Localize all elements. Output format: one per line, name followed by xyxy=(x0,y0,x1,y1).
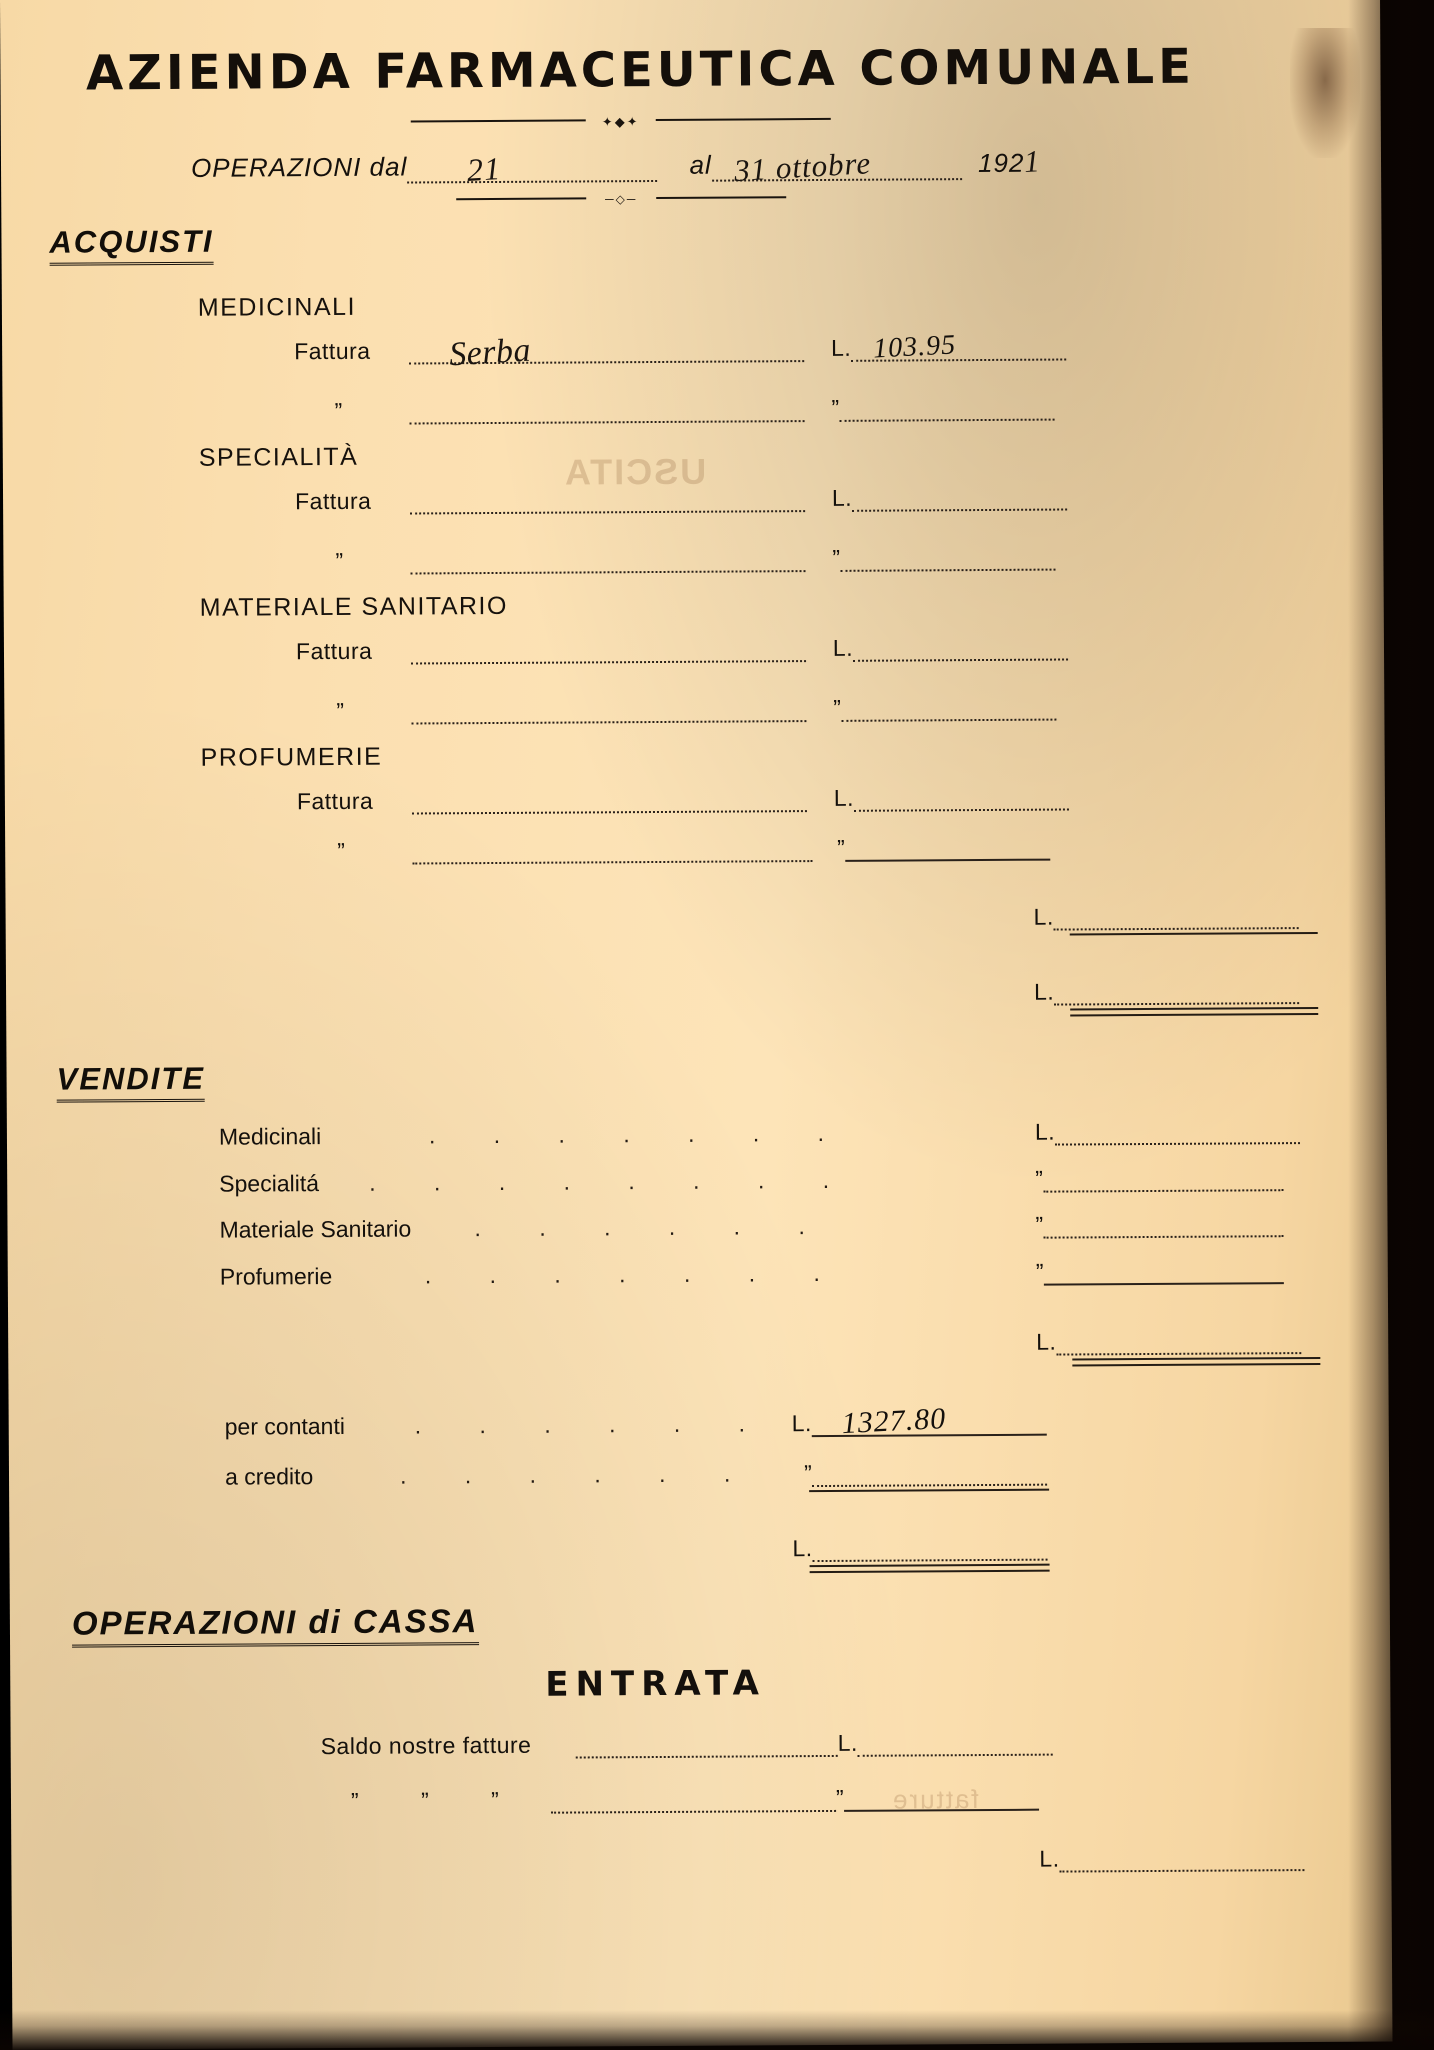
group-title-profumerie: PROFUMERIE xyxy=(200,742,383,772)
title-divider xyxy=(411,113,831,128)
row-currency: L. xyxy=(1034,1118,1056,1145)
bleed-through-fatture: fatture xyxy=(890,1784,979,1815)
acquisti-total-row-1 xyxy=(1034,902,1299,931)
leader-dots: . . . . . . xyxy=(414,1410,772,1439)
row-label: Fattura xyxy=(295,637,373,665)
section-heading-operazioni-di-cassa: OPERAZIONI di CASSA xyxy=(72,1602,479,1647)
row-amount-field[interactable] xyxy=(841,569,1056,572)
row-amount-field[interactable] xyxy=(858,1754,1053,1757)
row-amount-field[interactable] xyxy=(854,808,1069,811)
row-label: Medicinali xyxy=(218,1123,322,1150)
vendite-row-a-credito xyxy=(225,1460,756,1490)
row-amount-value: 103.95 xyxy=(872,329,957,365)
total-amount-field[interactable] xyxy=(813,1559,1048,1562)
row-amount-field[interactable] xyxy=(812,1401,1047,1441)
row-amount-field[interactable] xyxy=(853,658,1068,661)
row-amount-field[interactable] xyxy=(1044,1282,1284,1285)
acquisti-total-underline-1 xyxy=(1070,932,1318,936)
row-currency: L. xyxy=(830,334,852,361)
row-currency: ” xyxy=(832,544,841,571)
row-currency: ” xyxy=(831,394,840,421)
row-amount-field[interactable] xyxy=(852,508,1067,511)
total-currency: L. xyxy=(1036,1328,1057,1355)
group-title-specialita: SPECIALITÀ xyxy=(198,442,359,472)
row-amount-field[interactable] xyxy=(812,1484,1047,1487)
row-label: ” ” ” xyxy=(350,1786,527,1814)
row-label: a credito xyxy=(224,1463,314,1490)
period-divider xyxy=(456,191,786,205)
acquisti-total-double-underline xyxy=(1070,1007,1318,1017)
row-label: Fattura xyxy=(294,337,371,365)
total-currency: L. xyxy=(1039,1845,1060,1872)
total-currency: L. xyxy=(792,1535,813,1562)
cassa-row-saldo-2 xyxy=(321,1784,1039,1815)
row-currency: ” xyxy=(835,1784,845,1811)
period-from-field[interactable] xyxy=(407,150,657,189)
period-to-value: 31 ottobre xyxy=(732,145,872,189)
row-currency: ” xyxy=(1035,1165,1044,1192)
row-medicinali-fattura-1 xyxy=(294,329,1066,374)
cassa-row-saldo-nostre-fatture xyxy=(321,1729,1053,1760)
period-row xyxy=(190,143,1042,189)
row-amount-field[interactable] xyxy=(851,329,1066,365)
row-materiale-fattura-1 xyxy=(296,633,1068,665)
row-profumerie-fattura-2 xyxy=(297,834,1050,866)
vendite-amount-specialita xyxy=(1035,1164,1283,1193)
row-currency: L. xyxy=(833,784,855,811)
row-currency: ” xyxy=(1035,1258,1045,1285)
vendite-amount-per-contanti xyxy=(791,1401,1047,1441)
vendite-total-row xyxy=(1036,1327,1301,1356)
row-description-field[interactable] xyxy=(576,1755,838,1759)
acquisti-total-row-2 xyxy=(1034,977,1299,1006)
vendite-amount-profumerie xyxy=(1036,1257,1284,1286)
vendite-amount-medicinali xyxy=(1035,1117,1300,1146)
row-amount-field[interactable] xyxy=(844,1809,1039,1812)
row-amount-field[interactable] xyxy=(841,719,1056,722)
bleed-through-uscita: USCITA xyxy=(562,450,707,493)
total-amount-field[interactable] xyxy=(1060,1869,1305,1872)
row-amount-field[interactable] xyxy=(1044,1235,1284,1238)
vendite-row-medicinali xyxy=(219,1120,850,1151)
row-label: Fattura xyxy=(294,487,372,515)
total-amount-field[interactable] xyxy=(1054,927,1299,930)
total-currency: L. xyxy=(1033,978,1055,1005)
row-label: ” xyxy=(335,547,344,574)
row-description-field[interactable] xyxy=(411,720,806,724)
subheading-entrata: ENTRATA xyxy=(545,1663,767,1705)
vendite-amount-materiale-sanitario xyxy=(1035,1210,1283,1239)
row-label: per contanti xyxy=(224,1412,345,1440)
row-description-field[interactable] xyxy=(412,810,807,814)
row-amount-field[interactable] xyxy=(840,419,1055,422)
row-description-field[interactable] xyxy=(551,1810,836,1814)
row-label: ” xyxy=(337,837,346,864)
row-label: ” xyxy=(334,397,343,424)
row-amount-value: 1327.80 xyxy=(841,1401,948,1441)
cassa-total-row xyxy=(1039,1844,1304,1873)
period-to-field[interactable] xyxy=(712,145,962,189)
period-mid-label: al xyxy=(689,149,712,180)
section-heading-vendite: VENDITE xyxy=(56,1061,205,1103)
period-label: OPERAZIONI dal xyxy=(190,151,408,183)
row-description-field[interactable] xyxy=(410,420,805,424)
row-materiale-fattura-2 xyxy=(296,694,1056,726)
row-description-field[interactable] xyxy=(411,660,806,664)
leader-dots: . . . . . . . . xyxy=(369,1166,856,1196)
diamond-ornament-icon: ✦◆✦ xyxy=(601,114,640,130)
row-currency: L. xyxy=(831,484,853,511)
row-description-value: Serba xyxy=(448,331,532,374)
row-currency: ” xyxy=(837,834,846,861)
row-currency: L. xyxy=(832,634,854,661)
row-currency: L. xyxy=(837,1729,858,1756)
vendite-amount-a-credito xyxy=(804,1459,1047,1487)
row-medicinali-fattura-2 xyxy=(294,394,1054,426)
row-description-field[interactable] xyxy=(411,570,806,574)
leader-dots: . . . . . . xyxy=(474,1212,831,1242)
row-label: ” xyxy=(336,697,345,724)
total-amount-field[interactable] xyxy=(1056,1352,1301,1355)
vendite-row-materiale-sanitario xyxy=(219,1213,830,1244)
small-diamond-icon: ─◇─ xyxy=(605,192,638,207)
row-label: Fattura xyxy=(296,787,374,815)
vendite-total-double-underline xyxy=(1072,1357,1320,1367)
row-amount-field[interactable] xyxy=(845,859,1050,862)
vendite-row-profumerie xyxy=(220,1260,846,1291)
period-from-value: 21 xyxy=(466,150,503,189)
row-description-field[interactable] xyxy=(409,331,804,374)
row-currency: ” xyxy=(1035,1211,1044,1238)
row-label: Profumerie xyxy=(219,1262,333,1290)
row-amount-field[interactable] xyxy=(1055,1142,1300,1145)
page-title: AZIENDA FARMACEUTICA COMUNALE xyxy=(85,38,1196,102)
row-specialita-fattura-2 xyxy=(295,544,1055,576)
vendite-payment-underline xyxy=(809,1489,1049,1492)
period-year-value: 1 xyxy=(1023,143,1042,180)
row-currency: ” xyxy=(833,694,842,721)
vendite-row-specialita xyxy=(219,1167,855,1198)
section-heading-acquisti: ACQUISTI xyxy=(49,224,213,266)
row-profumerie-fattura-1 xyxy=(297,783,1069,815)
leader-dots: . . . . . . xyxy=(399,1460,757,1489)
row-label: Materiale Sanitario xyxy=(219,1215,412,1243)
row-label: Saldo nostre fatture xyxy=(320,1731,532,1760)
row-specialita-fattura-1 xyxy=(295,483,1067,515)
leader-dots: . . . . . . . xyxy=(424,1259,846,1289)
row-currency: ” xyxy=(803,1460,813,1487)
row-description-field[interactable] xyxy=(410,510,805,514)
vendite-payment-total-row xyxy=(792,1534,1047,1563)
leader-dots: . . . . . . . xyxy=(428,1119,851,1149)
row-currency: L. xyxy=(791,1410,812,1437)
total-amount-field[interactable] xyxy=(1054,1002,1299,1005)
total-currency: L. xyxy=(1033,903,1054,930)
period-year-label: 192 xyxy=(977,147,1025,179)
vendite-row-per-contanti xyxy=(225,1410,771,1440)
group-title-medicinali: MEDICINALI xyxy=(197,292,357,322)
group-title-materiale-sanitario: MATERIALE SANITARIO xyxy=(199,591,508,622)
row-description-field[interactable] xyxy=(412,860,812,864)
row-amount-field[interactable] xyxy=(1043,1189,1283,1192)
vendite-payment-total-double-underline xyxy=(810,1564,1050,1573)
row-label: Specialitá xyxy=(219,1170,320,1197)
